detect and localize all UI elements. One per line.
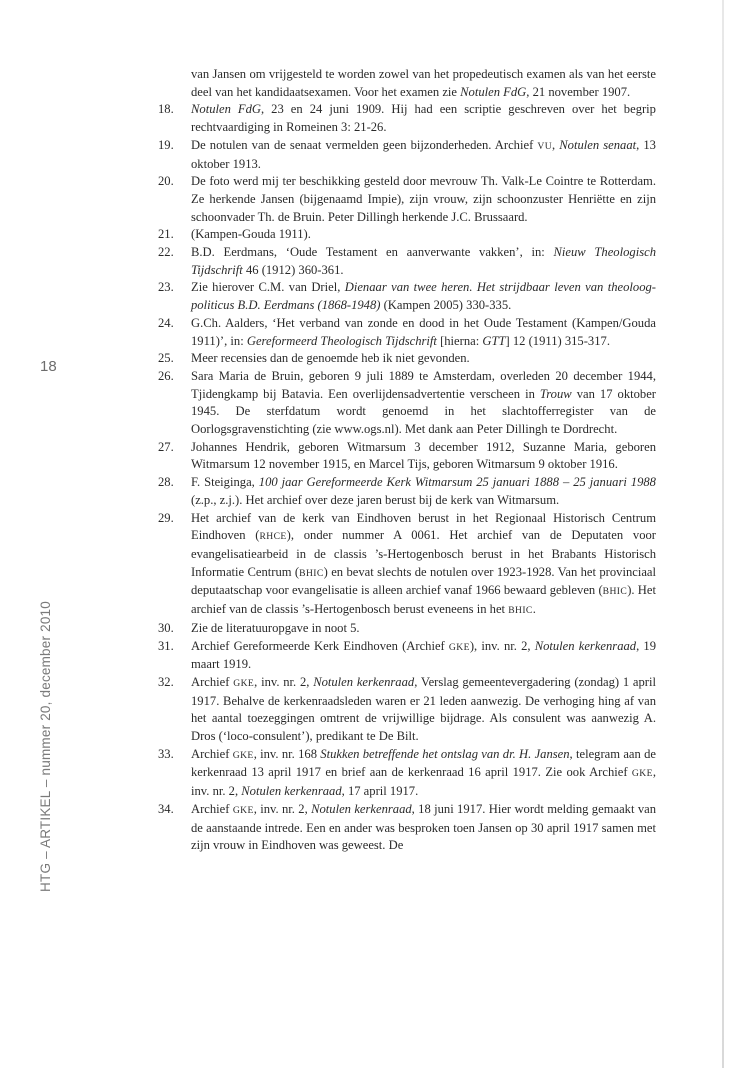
note-text-run: De foto werd mij ter beschikking gesteld door mevrouw Th. Valk-Le Cointre te Rotterdam. Ze herkende Jansen (bijgenaamd Impie), zijn vrouw, zijn schoonzuster Henriëtte en zijn schoonvader Th. de Bruin. Peter Dillingh herkende J.C. Brussaard. — [191, 174, 656, 224]
endnote-number: 22. — [158, 245, 174, 260]
note-text-run: Archief — [191, 674, 234, 689]
note-text-run: Het archief van de kerk van Eindhoven berust in het Regionaal Historisch Centrum Eindhoven ( — [191, 510, 656, 543]
note-text-run: ) en bevat slechts de notulen over 1923-1928. Van het provinciaal deputaatschap voor evangelisatie is alleen archief vanaf 1966 bewaard gebleven ( — [191, 564, 657, 598]
endnote-number: 32. — [158, 674, 174, 689]
endnote — [158, 279, 656, 314]
note-text-run: ] 12 (1911) 315-317. — [505, 333, 610, 348]
endnote-number: 33. — [158, 746, 174, 761]
endnote-text — [191, 66, 656, 101]
endnote-text — [191, 638, 656, 674]
endnote — [158, 746, 656, 801]
endnote — [158, 244, 656, 279]
endnote-text — [191, 674, 656, 746]
endnote — [158, 801, 656, 855]
note-text-run: , inv. nr. 168 — [253, 746, 321, 761]
note-text-run: , inv. nr. 2, — [253, 801, 312, 816]
endnotes-list — [158, 66, 656, 855]
note-text-run: (z.p., z.j.). Het archief over deze jaren berust bij de kerk van Witmarsum. — [191, 492, 560, 507]
endnote-text — [191, 746, 656, 801]
italic-title: Trouw — [539, 386, 572, 401]
note-text-run: [hierna: — [436, 333, 483, 348]
note-text-run: Johannes Hendrik, geboren Witmarsum 3 december 1912, Suzanne Maria, geboren Witmarsum 12 november 1915, en Marcel Tijs, geboren Witmarsum 9 oktober 1916. — [191, 439, 656, 472]
note-text-run: , 23 en 24 juni 1909. Hij had een scriptie geschreven over het begrip rechtvaardiging in Romeinen 3: 21-26. — [191, 102, 656, 135]
endnote-text — [191, 350, 656, 368]
note-text-run: , inv. nr. 2, — [191, 765, 656, 799]
page-edge-line — [722, 0, 724, 1068]
note-text-run: , 21 november 1907. — [526, 84, 631, 99]
page-number: 18 — [40, 358, 57, 375]
italic-title: Notulen kerkenraad — [313, 674, 415, 689]
endnote-text — [191, 226, 656, 244]
endnote — [158, 674, 656, 746]
note-text-run: Zie hierover C.M. van Driel, — [191, 280, 345, 295]
endnote-number: 29. — [158, 510, 174, 525]
note-text-run: , Verslag gemeentevergadering (zondag) 1 april 1917. Behalve de kerkenraadsleden waren er 21 leden aanwezig. De verhoging hing af van het aantal toezeggingen omtrent de vrijwillige bijdrage. Als consulent was aanwezig A. Dros (‘loco-consulent’), predikant te De Bilt. — [191, 674, 656, 744]
note-text-run: ), onder nummer A 0061. Het archief van de Deputaten voor evangelisatiearbeid in de classis ’s-Hertogenbosch berust in het Brabants Historisch Informatie Centrum ( — [191, 528, 656, 579]
note-text-run: G.Ch. Aalders, ‘Het verband van zonde en dood in het Oude Testament (Kampen/Gouda 1911)’, in: — [191, 315, 656, 348]
endnote-text — [191, 137, 656, 173]
small-caps-abbr: GKE — [631, 768, 653, 780]
italic-title: Notulen kerkenraad — [241, 784, 342, 799]
endnote-text — [191, 801, 656, 855]
note-text-run: Archief Gereformeerde Kerk Eindhoven (Archief — [191, 638, 449, 653]
endnote — [158, 137, 656, 173]
italic-title: Nieuw Theologisch Tijdschrift — [191, 245, 656, 277]
running-head — [34, 590, 56, 902]
endnote — [158, 173, 656, 226]
endnote-number: 24. — [158, 315, 174, 330]
note-text-run: De notulen van de senaat vermelden geen bijzonderheden. Archief — [191, 137, 538, 152]
note-text-run: Archief — [191, 746, 233, 761]
small-caps-abbr: BHIC — [299, 567, 324, 579]
italic-title: Notulen FdG — [460, 84, 527, 99]
endnote-number: 34. — [158, 801, 174, 816]
note-text-run: (Kampen-Gouda 1911). — [191, 227, 311, 242]
endnote-number: 25. — [158, 351, 174, 366]
small-caps-abbr: BHIC — [508, 605, 533, 617]
note-text-run: Sara Maria de Bruin, geboren 9 juli 1889 te Amsterdam, overleden 20 december 1944, Tjidengkamp bij Batavia. Een overlijdensadvertentie verscheen in — [191, 368, 656, 401]
endnote — [158, 638, 656, 674]
italic-title: 100 jaar Gereformeerde Kerk Witmarsum 25 januari 1888 – 25 januari 1988 — [258, 475, 656, 490]
note-text-run: , — [552, 137, 560, 152]
note-text-run: van 17 oktober 1945. De sterfdatum wordt genoemd in het slachtofferregister van de Oorlogsgravenstichting (zie www.ogs.nl). Met dank aan Peter Dillingh te Dordrecht. — [191, 386, 656, 437]
endnote — [158, 368, 656, 439]
italic-title: Stukken betreffende het ontslag van dr. H. Jansen, — [320, 746, 573, 761]
endnote-number: 31. — [158, 638, 174, 653]
endnote-number: 23. — [158, 280, 174, 295]
endnote — [158, 66, 656, 101]
endnote-text — [191, 368, 656, 439]
italic-title: Notulen kerkenraad — [534, 638, 637, 653]
note-text-run: F. Steiginga, — [191, 475, 259, 490]
note-text-run: ), inv. nr. 2, — [469, 638, 535, 653]
endnote — [158, 620, 656, 638]
small-caps-abbr: GKE — [232, 749, 254, 761]
small-caps-abbr: GKE — [448, 641, 470, 653]
small-caps-abbr: GKE — [233, 677, 255, 689]
italic-title: GTT — [482, 333, 506, 348]
endnote-text — [191, 244, 656, 279]
small-caps-abbr: VU — [537, 140, 553, 152]
endnote — [158, 439, 656, 474]
note-text-run: (Kampen 2005) 330-335. — [380, 298, 512, 313]
note-text-run: ). Het archief van de classis ’s-Hertogenbosch berust eveneens in het — [191, 583, 656, 617]
note-text-run: Zie de literatuuropgave in noot 5. — [191, 620, 360, 635]
note-text-run: , 19 maart 1919. — [191, 638, 657, 672]
endnote-text — [191, 279, 656, 314]
small-caps-abbr: RHCE — [259, 531, 287, 543]
endnote — [158, 474, 656, 509]
endnote-text — [191, 620, 656, 638]
endnote — [158, 510, 656, 620]
endnote-text — [191, 510, 656, 620]
endnote-text — [191, 101, 656, 136]
endnote-text — [191, 474, 656, 509]
endnote-number: 27. — [158, 439, 174, 454]
endnote-text — [191, 315, 656, 350]
note-text-run: , 18 juni 1917. Hier wordt melding gemaakt van de aanstaande intrede. Een en ander was besproken toen Jansen op 30 april 1917 samen met zijn vrouw in Eindhoven was geweest. De — [191, 801, 657, 853]
italic-title: Notulen kerkenraad — [311, 801, 412, 816]
note-text-run: , 13 oktober 1913. — [191, 137, 656, 171]
endnote-number: 28. — [158, 475, 174, 490]
endnote-number: 20. — [158, 174, 174, 189]
endnote-number: 19. — [158, 137, 174, 152]
italic-title: Notulen FdG — [191, 102, 261, 117]
endnote — [158, 101, 656, 136]
endnote-number: 26. — [158, 368, 174, 383]
endnote-text — [191, 439, 656, 474]
note-text-run: telegram aan de kerkenraad 13 april 1917 en brief aan de kerkenraad 16 april 1917. Zie ook Archief — [191, 746, 656, 780]
note-text-run: van Jansen om vrijgesteld te worden zowel van het propedeutisch examen als van het eerste deel van het kandidaatsexamen. Voor het examen zie — [191, 67, 656, 99]
endnote-number: 30. — [158, 620, 174, 635]
endnote-number: 18. — [158, 102, 174, 117]
note-text-run: 46 (1912) 360-361. — [242, 262, 344, 277]
small-caps-abbr: BHIC — [602, 586, 628, 598]
note-text-run: B.D. Eerdmans, ‘Oude Testament en aanverwante vakken’, in: — [191, 245, 554, 260]
endnote — [158, 350, 656, 368]
note-text-run: Archief — [191, 801, 233, 816]
small-caps-abbr: GKE — [232, 804, 254, 816]
italic-title: Dienaar van twee heren. Het strijdbaar leven van theoloog-politicus B.D. Eerdmans (1868-1948) — [191, 280, 656, 313]
italic-title: Gereformeerd Theologisch Tijdschrift — [246, 333, 437, 348]
running-head-text: HTG – ARTIKEL – nummer 20, december 2010 — [37, 600, 53, 892]
note-text-run: Meer recensies dan de genoemde heb ik niet gevonden. — [191, 351, 470, 366]
endnote-number: 21. — [158, 227, 174, 242]
italic-title: Notulen senaat — [559, 137, 637, 152]
note-text-run: , inv. nr. 2, — [254, 674, 314, 689]
endnote — [158, 226, 656, 244]
note-text-run: , 17 april 1917. — [341, 784, 419, 799]
endnote — [158, 315, 656, 350]
note-text-run: . — [532, 602, 536, 617]
endnote-text — [191, 173, 656, 226]
